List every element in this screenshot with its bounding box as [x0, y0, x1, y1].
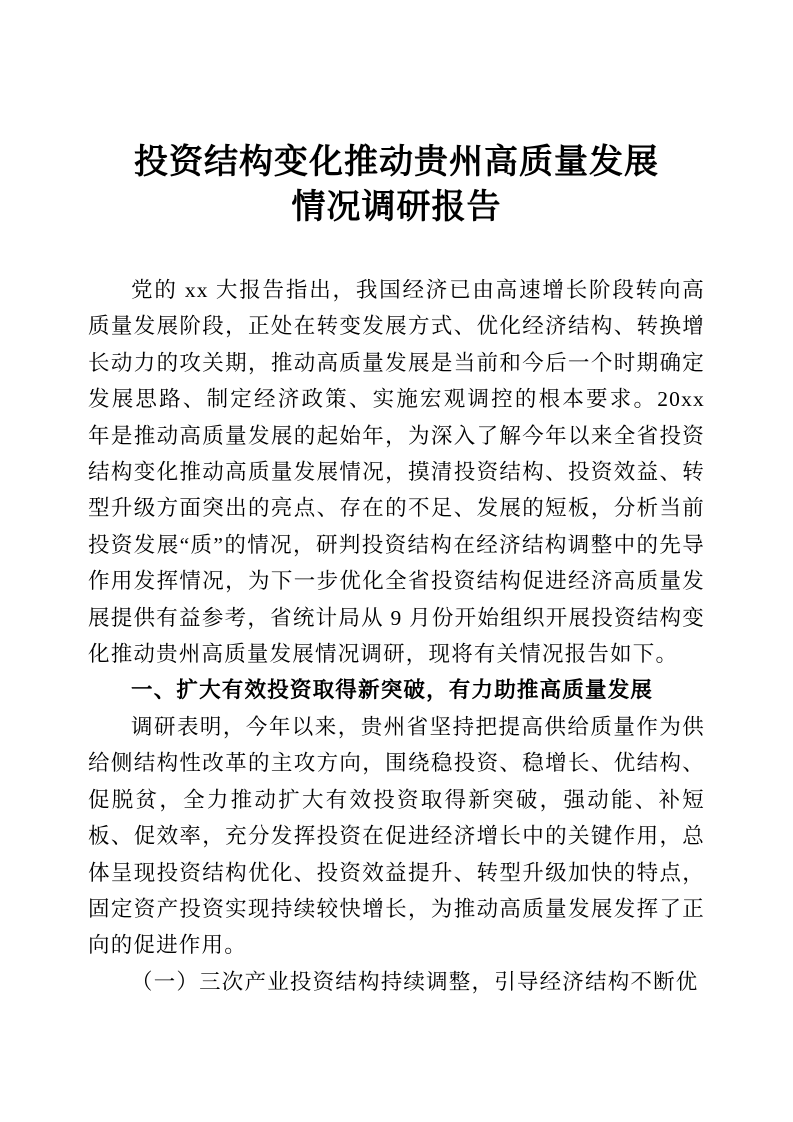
- paragraph-section-1: 调研表明，今年以来，贵州省坚持把提高供给质量作为供给侧结构性改革的主攻方向，围绕稳投资、稳增长、优结构、促脱贫，全力推动扩大有效投资取得新突破，强动能、补短板、促效率，充分发挥投资在促进经济增长中的关键作用，总体呈现投资结构优化、投资效益提升、转型升级加快的特点，固定资产投资实现持续较快增长，为推动高质量发展发挥了正向的促进作用。: [88, 714, 705, 958]
- paragraph-intro: 党的 xx 大报告指出，我国经济已由高速增长阶段转向高质量发展阶段，正处在转变发展方式、优化经济结构、转换增长动力的攻关期，推动高质量发展是当前和今后一个时期确定发展思路、制定经济政策、实施宏观调控的根本要求。20xx 年是推动高质量发展的起始年，为深入了解今年以来全省投资结构变化推动高质量发展情况，摸清投资结构、投资效益、转型升级方面突出的亮点、存在的不足、发展的短板，分析当前投资发展“质”的情况，研判投资结构在经济结构调整中的先导作用发挥情况，为下一步优化全省投资结构促进经济高质量发展提供有益参考，省统计局从 9 月份开始组织开展投资结构变化推动贵州高质量发展情况调研，现将有关情况报告如下。: [88, 278, 705, 667]
- document-body: [88, 272, 705, 1000]
- section-heading-1: 一、扩大有效投资取得新突破，有力助推高质量发展: [131, 678, 654, 703]
- document-title: 投资结构变化推动贵州高质量发展情况调研报告: [134, 144, 659, 226]
- subsection-heading-1: （一）三次产业投资结构持续调整，引导经济结构不断优: [131, 969, 699, 994]
